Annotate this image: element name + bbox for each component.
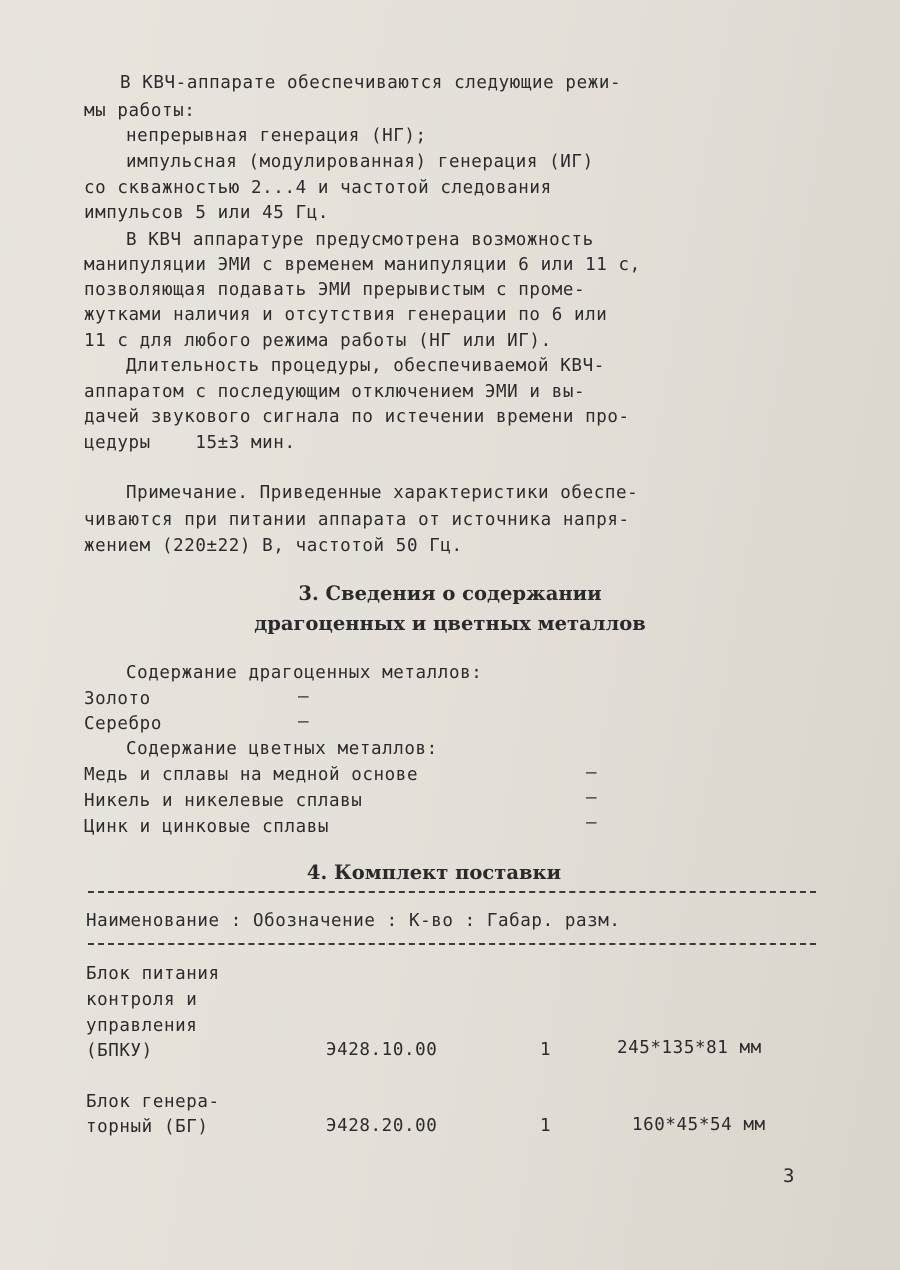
table-rule-top	[88, 891, 816, 893]
metal-value: –	[586, 813, 598, 833]
section-3-title: 3. Сведения о содержании	[298, 582, 602, 605]
text-line: жутками наличия и отсутствия генерации по 6 или	[84, 305, 608, 325]
section-4-title: 4. Комплект поставки	[306, 861, 562, 884]
text-line: дачей звукового сигнала по истечении времени про-	[84, 407, 630, 427]
text-line: манипуляции ЭМИ с временем манипуляции 6 или 11 с,	[84, 255, 641, 275]
metal-value: –	[586, 788, 598, 808]
metal-value: –	[298, 687, 310, 707]
row-name-line: торный (БГ)	[86, 1117, 209, 1137]
metal-value: –	[586, 763, 598, 783]
row-name-line: управления	[86, 1016, 198, 1036]
text-line: В КВЧ аппаратуре предусмотрена возможность	[126, 230, 594, 250]
row-quantity: 1	[540, 1040, 552, 1060]
text-line: цедуры 15±3 мин.	[84, 433, 296, 453]
text-line: мы работы:	[84, 101, 196, 121]
metal-name: Цинк и цинковые сплавы	[84, 817, 329, 837]
row-quantity: 1	[540, 1116, 552, 1136]
metal-name: Медь и сплавы на медной основе	[84, 765, 419, 785]
text-line: 11 с для любого режима работы (НГ или ИГ).	[84, 331, 552, 351]
metal-name: Серебро	[84, 714, 162, 734]
text-line: непрерывная генерация (НГ);	[126, 126, 427, 146]
text-line: В КВЧ-аппарате обеспечиваются следующие режи-	[120, 73, 622, 93]
table-header: Наименование : Обозначение : К-во : Габар. разм.	[86, 911, 621, 931]
row-designation: Э428.20.00	[326, 1116, 438, 1136]
text-line: чиваются при питании аппарата от источника напря-	[84, 510, 630, 530]
text-line: со скважностью 2...4 и частотой следования	[84, 178, 552, 198]
row-dimensions: 160*45*54 мм	[632, 1115, 766, 1135]
text-line: импульсная (модулированная) генерация (ИГ)	[126, 152, 594, 172]
section-3-subtitle: драгоценных и цветных металлов	[254, 612, 646, 635]
row-name-line: (БПКУ)	[86, 1041, 153, 1061]
text-line: Длительность процедуры, обеспечиваемой КВЧ-	[126, 356, 605, 376]
nonferrous-heading: Содержание цветных металлов:	[126, 739, 438, 759]
text-line: жением (220±22) В, частотой 50 Гц.	[84, 536, 463, 556]
metal-name: Никель и никелевые сплавы	[84, 791, 363, 811]
row-dimensions: 245*135*81 мм	[617, 1038, 762, 1058]
row-name-line: Блок питания	[86, 964, 220, 984]
text-line: импульсов 5 или 45 Гц.	[84, 203, 329, 223]
metal-value: –	[298, 712, 310, 732]
row-name-line: Блок генера-	[86, 1092, 220, 1112]
text-line: Примечание. Приведенные характеристики обеспе-	[126, 483, 639, 503]
precious-heading: Содержание драгоценных металлов:	[126, 663, 483, 683]
metal-name: Золото	[84, 689, 151, 709]
page-number: 3	[783, 1165, 796, 1187]
table-rule-header	[88, 943, 816, 945]
row-name-line: контроля и	[86, 990, 198, 1010]
row-designation: Э428.10.00	[326, 1040, 438, 1060]
text-line: аппаратом с последующим отключением ЭМИ и вы-	[84, 382, 586, 402]
text-line: позволяющая подавать ЭМИ прерывистым с проме-	[84, 280, 586, 300]
